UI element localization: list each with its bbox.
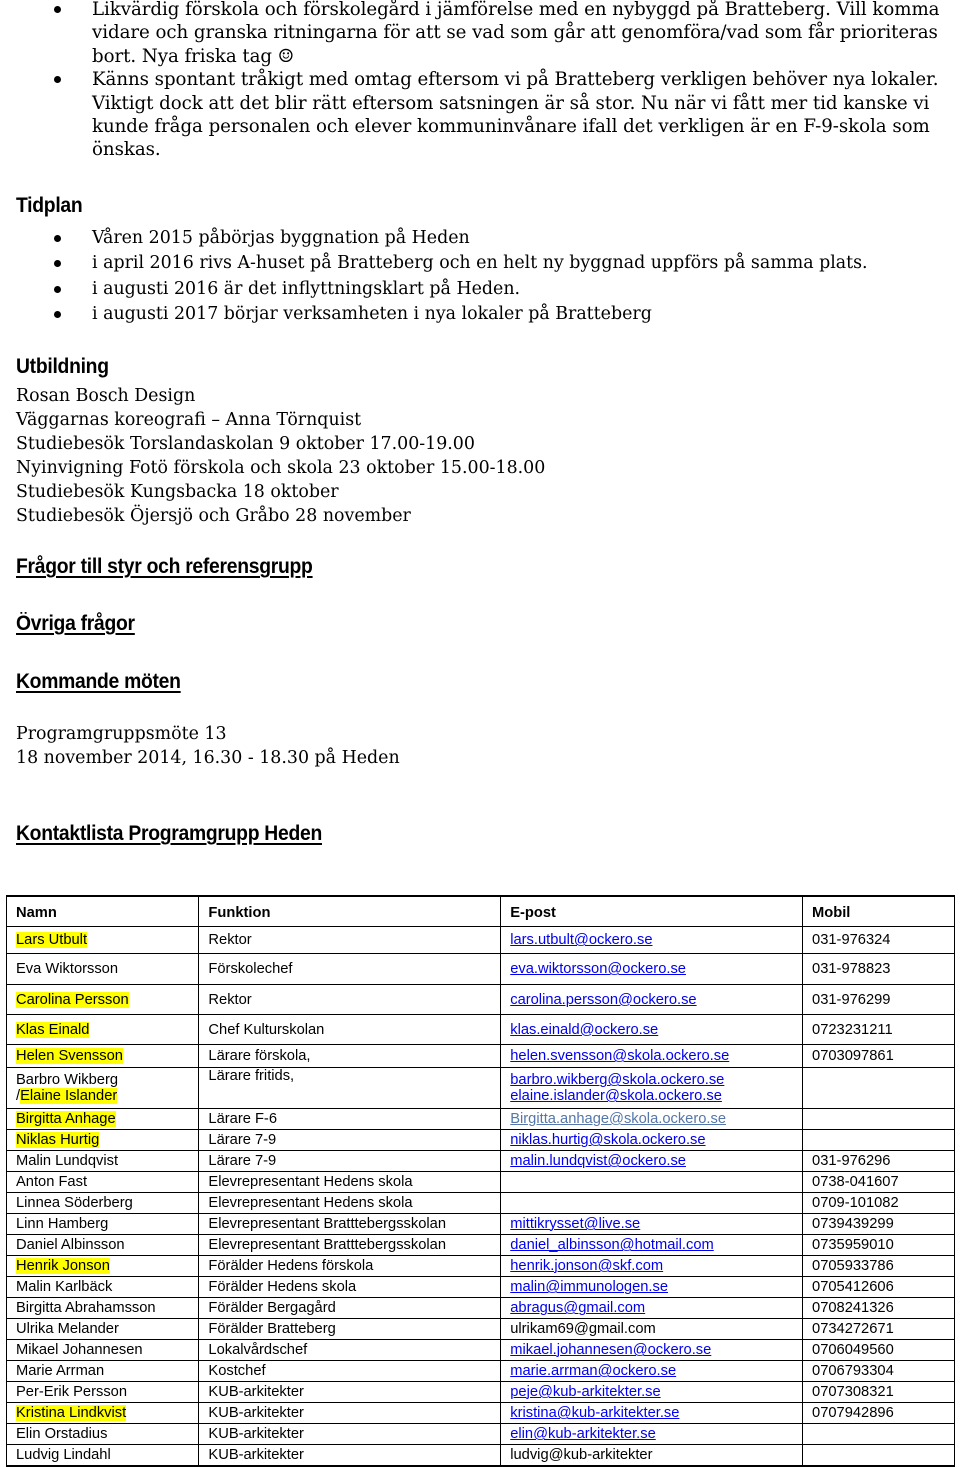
- table-row: [7, 1319, 955, 1340]
- cell-function: Förskolechef: [199, 954, 501, 985]
- table-row: [7, 1214, 955, 1235]
- contact-name: Helen Svensson: [16, 1048, 123, 1064]
- cell-mobile: [803, 1424, 955, 1445]
- contact-name: Malin Lundqvist: [16, 1153, 119, 1169]
- cell-email: [501, 1130, 803, 1151]
- table-row: [7, 954, 955, 985]
- email-link: ulrikam69@gmail.com: [510, 1321, 656, 1337]
- email-link[interactable]: carolina.persson@ockero.se: [510, 991, 697, 1008]
- cell-mobile: [803, 1445, 955, 1466]
- tidplan-item-text: i augusti 2017 börjar verksamheten i nya lokaler på Bratteberg: [92, 304, 652, 325]
- email-link[interactable]: peje@kub-arkitekter.se: [510, 1384, 661, 1400]
- cell-name: [7, 954, 199, 985]
- table-row: [7, 1424, 955, 1445]
- cell-email: [501, 1214, 803, 1235]
- email-link[interactable]: marie.arrman@ockero.se: [510, 1363, 677, 1379]
- contact-name: Anton Fast: [16, 1174, 88, 1190]
- cell-name: [7, 1214, 199, 1235]
- contact-name: Birgitta Abrahamsson: [16, 1300, 156, 1316]
- table-row: [7, 1340, 955, 1361]
- cell-name: [7, 1445, 199, 1466]
- cell-name: [7, 1361, 199, 1382]
- cell-name: [7, 985, 199, 1015]
- cell-mobile: 0705412606: [803, 1277, 955, 1298]
- cell-mobile: 0706793304: [803, 1361, 955, 1382]
- cell-email: [501, 985, 803, 1015]
- cell-function: KUB-arkitekter: [199, 1382, 501, 1403]
- cell-name: [7, 1235, 199, 1256]
- cell-email: [501, 1382, 803, 1403]
- contact-name: Per-Erik Persson: [16, 1384, 128, 1400]
- bullet-icon: [54, 235, 61, 242]
- cell-function: KUB-arkitekter: [199, 1403, 501, 1424]
- email-link[interactable]: malin.lundqvist@ockero.se: [510, 1153, 686, 1169]
- cell-name: [7, 1277, 199, 1298]
- table-row: [7, 1109, 955, 1130]
- cell-function: Elevrepresentant Hedens skola: [199, 1193, 501, 1214]
- bullet-icon: [54, 311, 61, 318]
- table-row: [7, 1403, 955, 1424]
- email-link[interactable]: lars.utbult@ockero.se: [510, 932, 653, 948]
- kontaktlista-heading: Kontaktlista Programgrupp Heden: [16, 822, 322, 845]
- contact-name: Malin Karlbäck: [16, 1279, 113, 1295]
- table-row: [7, 1256, 955, 1277]
- text-line: bort. Nya friska tag ☺: [92, 45, 294, 67]
- cell-email: [501, 927, 803, 954]
- email-link[interactable]: abragus@gmail.com: [510, 1300, 646, 1316]
- table-row: [7, 1361, 955, 1382]
- cell-function: KUB-arkitekter: [199, 1424, 501, 1445]
- tidplan-item: [0, 226, 960, 251]
- contact-table-body: [7, 927, 955, 1466]
- kommande-moten-heading: Kommande möten: [16, 670, 181, 693]
- cell-mobile: 0707308321: [803, 1382, 955, 1403]
- cell-function: Elevrepresentant Bratttebergsskolan: [199, 1235, 501, 1256]
- cell-email: [501, 1319, 803, 1340]
- utbildning-item: Studiebesök Torslandaskolan 9 oktober 17.00-19.00: [16, 434, 475, 454]
- cell-email: [501, 1403, 803, 1424]
- email-link[interactable]: helen.svensson@skola.ockero.se: [510, 1048, 730, 1064]
- tidplan-item: [0, 277, 960, 302]
- contact-name: Elin Orstadius: [16, 1426, 108, 1442]
- tidplan-list: [0, 226, 960, 328]
- utbildning-item: Rosan Bosch Design: [16, 386, 196, 406]
- cell-name: [7, 1298, 199, 1319]
- cell-mobile: 0739439299: [803, 1214, 955, 1235]
- column-header-mobil: Mobil: [803, 896, 955, 927]
- contact-name: Linn Hamberg: [16, 1216, 109, 1232]
- fragor-heading: Frågor till styr och referensgrupp: [16, 555, 313, 578]
- text-line: Likvärdig förskola och förskolegård i jämförelse med en nybyggd på Bratteberg. Vill komma: [92, 0, 940, 20]
- utbildning-item: Studiebesök Kungsbacka 18 oktober: [16, 482, 339, 502]
- cell-mobile: 0706049560: [803, 1340, 955, 1361]
- text-line: Känns spontant tråkigt med omtag eftersom vi på Bratteberg verkligen behöver nya lokaler.: [92, 69, 939, 91]
- cell-name: [7, 1340, 199, 1361]
- ovriga-fragor-heading: Övriga frågor: [16, 612, 135, 635]
- cell-email: [501, 1235, 803, 1256]
- text-line: kunde fråga personalen och elever kommuninvånare ifall det verkligen är en F-9-skola som: [92, 116, 930, 138]
- contact-name: Henrik Jonson: [16, 1258, 110, 1274]
- contact-name: Ulrika Melander: [16, 1321, 119, 1337]
- email-link[interactable]: klas.einald@ockero.se: [510, 1021, 659, 1038]
- cell-mobile: 0735959010: [803, 1235, 955, 1256]
- contact-name: Lars Utbult: [16, 932, 88, 948]
- table-row: [7, 1068, 955, 1109]
- bullet-icon: [54, 76, 61, 83]
- contact-name: Mikael Johannesen: [16, 1342, 143, 1358]
- cell-function: Rektor: [199, 927, 501, 954]
- cell-email: [501, 1361, 803, 1382]
- cell-mobile: 0705933786: [803, 1256, 955, 1277]
- cell-mobile: 0709-101082: [803, 1193, 955, 1214]
- tidplan-item-text: i augusti 2016 är det inflyttningsklart på Heden.: [92, 278, 521, 299]
- contact-name: Daniel Albinsson: [16, 1237, 125, 1253]
- email-link[interactable]: mikael.johannesen@ockero.se: [510, 1342, 712, 1358]
- intro-bullet-list: [0, 0, 960, 162]
- cell-name: [7, 1130, 199, 1151]
- cell-name: [7, 1172, 199, 1193]
- intro-bullet: [0, 68, 960, 162]
- column-header-epost: E-post: [501, 896, 803, 927]
- cell-function: Elevrepresentant Bratttebergsskolan: [199, 1214, 501, 1235]
- email-link[interactable]: kristina@kub-arkitekter.se: [510, 1405, 680, 1421]
- table-row: [7, 985, 955, 1015]
- table-row: [7, 1193, 955, 1214]
- cell-name: [7, 1403, 199, 1424]
- contact-name: Marie Arrman: [16, 1363, 105, 1379]
- text-line: önskas.: [92, 139, 161, 161]
- table-row: [7, 1235, 955, 1256]
- cell-function: Förälder Bratteberg: [199, 1319, 501, 1340]
- contact-name: Ludvig Lindahl: [16, 1446, 111, 1463]
- contact-name-second: /Elaine Islander: [16, 1088, 118, 1104]
- cell-function: Rektor: [199, 985, 501, 1015]
- cell-function: Förälder Bergagård: [199, 1298, 501, 1319]
- cell-name: [7, 1151, 199, 1172]
- cell-email: [501, 1068, 803, 1109]
- table-row: [7, 927, 955, 954]
- cell-mobile: 0734272671: [803, 1319, 955, 1340]
- cell-name: [7, 927, 199, 954]
- cell-function: KUB-arkitekter: [199, 1445, 501, 1466]
- intro-bullet: [0, 0, 960, 68]
- cell-mobile: 0707942896: [803, 1403, 955, 1424]
- meeting-line: Programgruppsmöte 13: [16, 724, 227, 744]
- cell-name: [7, 1068, 199, 1109]
- cell-function: Lärare 7-9: [199, 1151, 501, 1172]
- cell-function: Lärare förskola,: [199, 1045, 501, 1068]
- cell-email: [501, 1045, 803, 1068]
- cell-email: [501, 1109, 803, 1130]
- table-header-row: [7, 896, 955, 927]
- tidplan-item-text: i april 2016 rivs A-huset på Bratteberg och en helt ny byggnad uppförs på samma plats.: [92, 253, 868, 274]
- table-row: [7, 1015, 955, 1045]
- cell-function: Förälder Hedens förskola: [199, 1256, 501, 1277]
- contact-name: Birgitta Anhage: [16, 1111, 116, 1127]
- table-row: [7, 1172, 955, 1193]
- bullet-icon: [54, 6, 61, 13]
- cell-name: [7, 1193, 199, 1214]
- cell-mobile: [803, 1130, 955, 1151]
- utbildning-list: [16, 384, 545, 528]
- email-link[interactable]: henrik.jonson@skf.com: [510, 1258, 664, 1274]
- table-row: [7, 1298, 955, 1319]
- text-line: vidare och granska ritningarna för att se vad som går att genomföra/vad som får prioriteras: [92, 22, 938, 44]
- highlighted-name: Elaine Islander: [20, 1088, 118, 1104]
- cell-email: [501, 1424, 803, 1445]
- contact-name: Niklas Hurtig: [16, 1132, 100, 1148]
- email-link[interactable]: mittikrysset@live.se: [510, 1216, 641, 1232]
- utbildning-item: Studiebesök Öjersjö och Gråbo 28 november: [16, 506, 411, 526]
- table-row: [7, 1130, 955, 1151]
- cell-name: [7, 1424, 199, 1445]
- table-row: [7, 1382, 955, 1403]
- cell-function: Lärare F-6: [199, 1109, 501, 1130]
- tidplan-item-text: Våren 2015 påbörjas byggnation på Heden: [92, 228, 470, 248]
- utbildning-item: Nyinvigning Fotö förskola och skola 23 oktober 15.00-18.00: [16, 458, 546, 478]
- email-link[interactable]: barbro.wikberg@skola.ockero.se: [510, 1072, 725, 1088]
- utbildning-heading: Utbildning: [16, 355, 109, 378]
- cell-function: Lärare 7-9: [199, 1130, 501, 1151]
- tidplan-heading: Tidplan: [16, 194, 83, 217]
- cell-email: [501, 1298, 803, 1319]
- email-link[interactable]: malin@immunologen.se: [510, 1279, 669, 1295]
- cell-name: [7, 1319, 199, 1340]
- cell-name: [7, 1109, 199, 1130]
- email-link[interactable]: niklas.hurtig@skola.ockero.se: [510, 1132, 706, 1148]
- cell-email: [501, 1151, 803, 1172]
- table-row: [7, 1445, 955, 1466]
- cell-function: Lokalvårdschef: [199, 1340, 501, 1361]
- cell-function: Kostchef: [199, 1361, 501, 1382]
- email-link[interactable]: eva.wiktorsson@ockero.se: [510, 961, 686, 977]
- column-header-namn: Namn: [7, 896, 199, 927]
- contact-name: Kristina Lindkvist: [16, 1405, 127, 1421]
- cell-function: Elevrepresentant Hedens skola: [199, 1172, 501, 1193]
- email-link[interactable]: elaine.islander@skola.ockero.se: [510, 1088, 722, 1104]
- email-link[interactable]: Birgitta.anhage@skola.ockero.se: [510, 1111, 726, 1127]
- cell-mobile: 0708241326: [803, 1298, 955, 1319]
- cell-email: [501, 1445, 803, 1466]
- cell-mobile: 031-976299: [803, 985, 955, 1015]
- meeting-line: 18 november 2014, 16.30 - 18.30 på Heden: [16, 748, 400, 768]
- cell-function: Lärare fritids,: [199, 1068, 501, 1109]
- text-line: Viktigt dock att det blir rätt eftersom satsningen är så stor. Nu när vi fått mer tid kanske vi: [92, 92, 930, 114]
- cell-email: [501, 1172, 803, 1193]
- email-link[interactable]: elin@kub-arkitekter.se: [510, 1426, 656, 1442]
- contact-table: [6, 895, 955, 1467]
- cell-email: [501, 954, 803, 985]
- email-link: ludvig@kub-arkitekter: [510, 1446, 653, 1463]
- column-header-funktion: Funktion: [199, 896, 501, 927]
- contact-name: Eva Wiktorsson: [16, 961, 119, 977]
- table-row: [7, 1151, 955, 1172]
- bullet-icon: [54, 286, 61, 293]
- table-row: [7, 1277, 955, 1298]
- tidplan-item: [0, 302, 960, 327]
- cell-name: [7, 1256, 199, 1277]
- email-link[interactable]: daniel_albinsson@hotmail.com: [510, 1237, 714, 1253]
- cell-mobile: 0703097861: [803, 1045, 955, 1068]
- cell-name: [7, 1015, 199, 1045]
- cell-mobile: [803, 1109, 955, 1130]
- cell-mobile: 0723231211: [803, 1015, 955, 1045]
- cell-mobile: 0738-041607: [803, 1172, 955, 1193]
- cell-mobile: 031-976324: [803, 927, 955, 954]
- cell-mobile: 031-976296: [803, 1151, 955, 1172]
- cell-mobile: 031-978823: [803, 954, 955, 985]
- cell-email: [501, 1340, 803, 1361]
- cell-email: [501, 1277, 803, 1298]
- cell-email: [501, 1015, 803, 1045]
- contact-name: Klas Einald: [16, 1021, 90, 1038]
- contact-name: Carolina Persson: [16, 991, 129, 1008]
- bullet-icon: [54, 260, 61, 267]
- cell-email: [501, 1256, 803, 1277]
- table-row: [7, 1045, 955, 1068]
- cell-name: [7, 1045, 199, 1068]
- contact-name: Barbro Wikberg: [16, 1072, 119, 1088]
- tidplan-item: [0, 251, 960, 276]
- cell-function: Chef Kulturskolan: [199, 1015, 501, 1045]
- cell-mobile: [803, 1068, 955, 1109]
- cell-email: [501, 1193, 803, 1214]
- kommande-moten-list: [16, 722, 400, 770]
- contact-name: Linnea Söderberg: [16, 1195, 133, 1211]
- utbildning-item: Väggarnas koreografi – Anna Törnquist: [16, 410, 362, 430]
- cell-name: [7, 1382, 199, 1403]
- cell-function: Förälder Hedens skola: [199, 1277, 501, 1298]
